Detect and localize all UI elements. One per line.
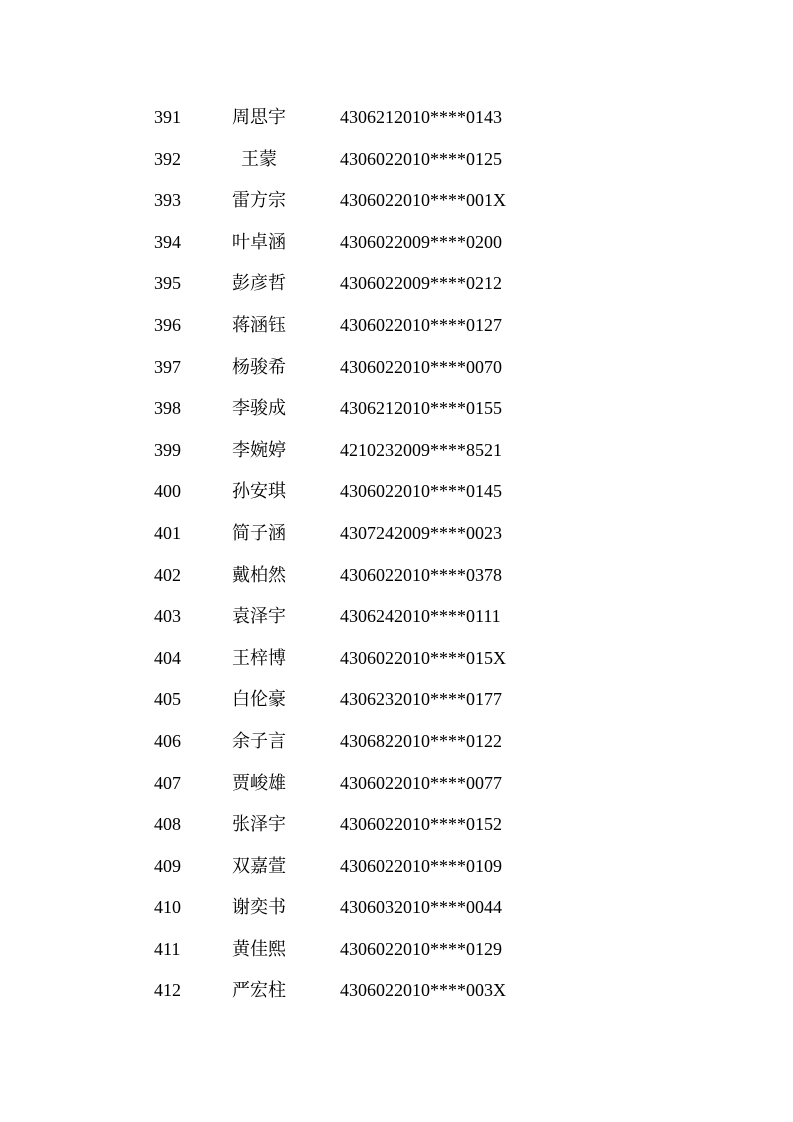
student-name: 王蒙 bbox=[241, 148, 277, 169]
roster-row bbox=[0, 678, 793, 720]
id-number: 4306022010****0109 bbox=[340, 855, 502, 876]
student-name: 白伦豪 bbox=[232, 689, 286, 710]
roster-row bbox=[0, 138, 793, 180]
roster-row bbox=[0, 221, 793, 263]
id-number: 4306022010****015X bbox=[340, 647, 506, 668]
student-name: 杨骏希 bbox=[232, 356, 286, 377]
row-number: 392 bbox=[154, 148, 181, 169]
id-number: 4306022010****003X bbox=[340, 980, 506, 1001]
roster-row bbox=[0, 179, 793, 221]
row-number: 393 bbox=[154, 190, 181, 211]
student-name: 张泽宇 bbox=[232, 814, 286, 835]
row-number: 395 bbox=[154, 273, 181, 294]
id-number: 4306022009****0200 bbox=[340, 231, 502, 252]
student-name: 叶卓涵 bbox=[232, 231, 286, 252]
student-name: 谢奕书 bbox=[232, 897, 286, 918]
student-name: 戴柏然 bbox=[232, 564, 286, 585]
row-number: 401 bbox=[154, 522, 181, 543]
student-name: 严宏柱 bbox=[232, 980, 286, 1001]
roster-row bbox=[0, 595, 793, 637]
row-number: 400 bbox=[154, 481, 181, 502]
student-name: 袁泽宇 bbox=[232, 606, 286, 627]
roster-row bbox=[0, 96, 793, 138]
row-number: 391 bbox=[154, 107, 181, 127]
row-number: 406 bbox=[154, 730, 181, 751]
id-number: 4306022010****0077 bbox=[340, 772, 502, 793]
id-number: 4306022010****001X bbox=[340, 190, 506, 211]
roster-row bbox=[0, 928, 793, 970]
student-name: 双嘉萱 bbox=[232, 855, 286, 876]
roster-row bbox=[0, 886, 793, 928]
student-name: 孙安琪 bbox=[232, 481, 286, 502]
roster-row bbox=[0, 262, 793, 304]
id-number: 4210232009****8521 bbox=[340, 439, 502, 460]
roster-row bbox=[0, 803, 793, 845]
id-number: 4306022010****0127 bbox=[340, 314, 502, 335]
row-number: 405 bbox=[154, 689, 181, 710]
id-number: 4306022010****0145 bbox=[340, 481, 502, 502]
id-number: 4306022010****0125 bbox=[340, 148, 502, 169]
roster-row bbox=[0, 762, 793, 804]
row-number: 407 bbox=[154, 772, 181, 793]
row-number: 411 bbox=[154, 938, 181, 959]
roster-row bbox=[0, 470, 793, 512]
student-name: 周思宇 bbox=[232, 107, 286, 127]
id-number: 4307242009****0023 bbox=[340, 522, 502, 543]
student-name: 王梓博 bbox=[232, 647, 286, 668]
id-number: 4306212010****0143 bbox=[340, 107, 502, 127]
id-number: 4306022010****0070 bbox=[340, 356, 502, 377]
roster-row bbox=[0, 429, 793, 471]
row-number: 399 bbox=[154, 439, 181, 460]
student-name: 李骏成 bbox=[232, 398, 286, 419]
id-number: 4306232010****0177 bbox=[340, 689, 502, 710]
row-number: 394 bbox=[154, 231, 181, 252]
id-number: 4306822010****0122 bbox=[340, 730, 502, 751]
row-number: 404 bbox=[154, 647, 181, 668]
roster-row bbox=[0, 845, 793, 887]
student-name: 黄佳熙 bbox=[232, 938, 286, 959]
id-number: 4306022010****0152 bbox=[340, 814, 502, 835]
id-number: 4306022009****0212 bbox=[340, 273, 502, 294]
roster-list bbox=[0, 96, 793, 1011]
row-number: 409 bbox=[154, 855, 181, 876]
roster-row bbox=[0, 304, 793, 346]
id-number: 4306022010****0129 bbox=[340, 938, 502, 959]
student-name: 贾峻雄 bbox=[232, 772, 286, 793]
roster-row bbox=[0, 720, 793, 762]
roster-row bbox=[0, 346, 793, 388]
id-number: 4306032010****0044 bbox=[340, 897, 502, 918]
student-name: 蒋涵钰 bbox=[232, 314, 286, 335]
id-number: 4306022010****0378 bbox=[340, 564, 502, 585]
roster-row bbox=[0, 637, 793, 679]
student-name: 简子涵 bbox=[232, 522, 286, 543]
row-number: 402 bbox=[154, 564, 181, 585]
row-number: 396 bbox=[154, 314, 181, 335]
roster-row bbox=[0, 969, 793, 1011]
student-name: 李婉婷 bbox=[232, 439, 286, 460]
row-number: 403 bbox=[154, 606, 181, 627]
row-number: 397 bbox=[154, 356, 181, 377]
id-number: 4306212010****0155 bbox=[340, 398, 502, 419]
roster-row bbox=[0, 554, 793, 596]
student-name: 雷方宗 bbox=[232, 190, 286, 211]
row-number: 412 bbox=[154, 980, 181, 1001]
roster-row bbox=[0, 512, 793, 554]
roster-row bbox=[0, 387, 793, 429]
student-name: 余子言 bbox=[232, 730, 286, 751]
id-number: 4306242010****0111 bbox=[340, 606, 501, 627]
row-number: 408 bbox=[154, 814, 181, 835]
row-number: 410 bbox=[154, 897, 181, 918]
row-number: 398 bbox=[154, 398, 181, 419]
student-name: 彭彦哲 bbox=[232, 273, 286, 294]
